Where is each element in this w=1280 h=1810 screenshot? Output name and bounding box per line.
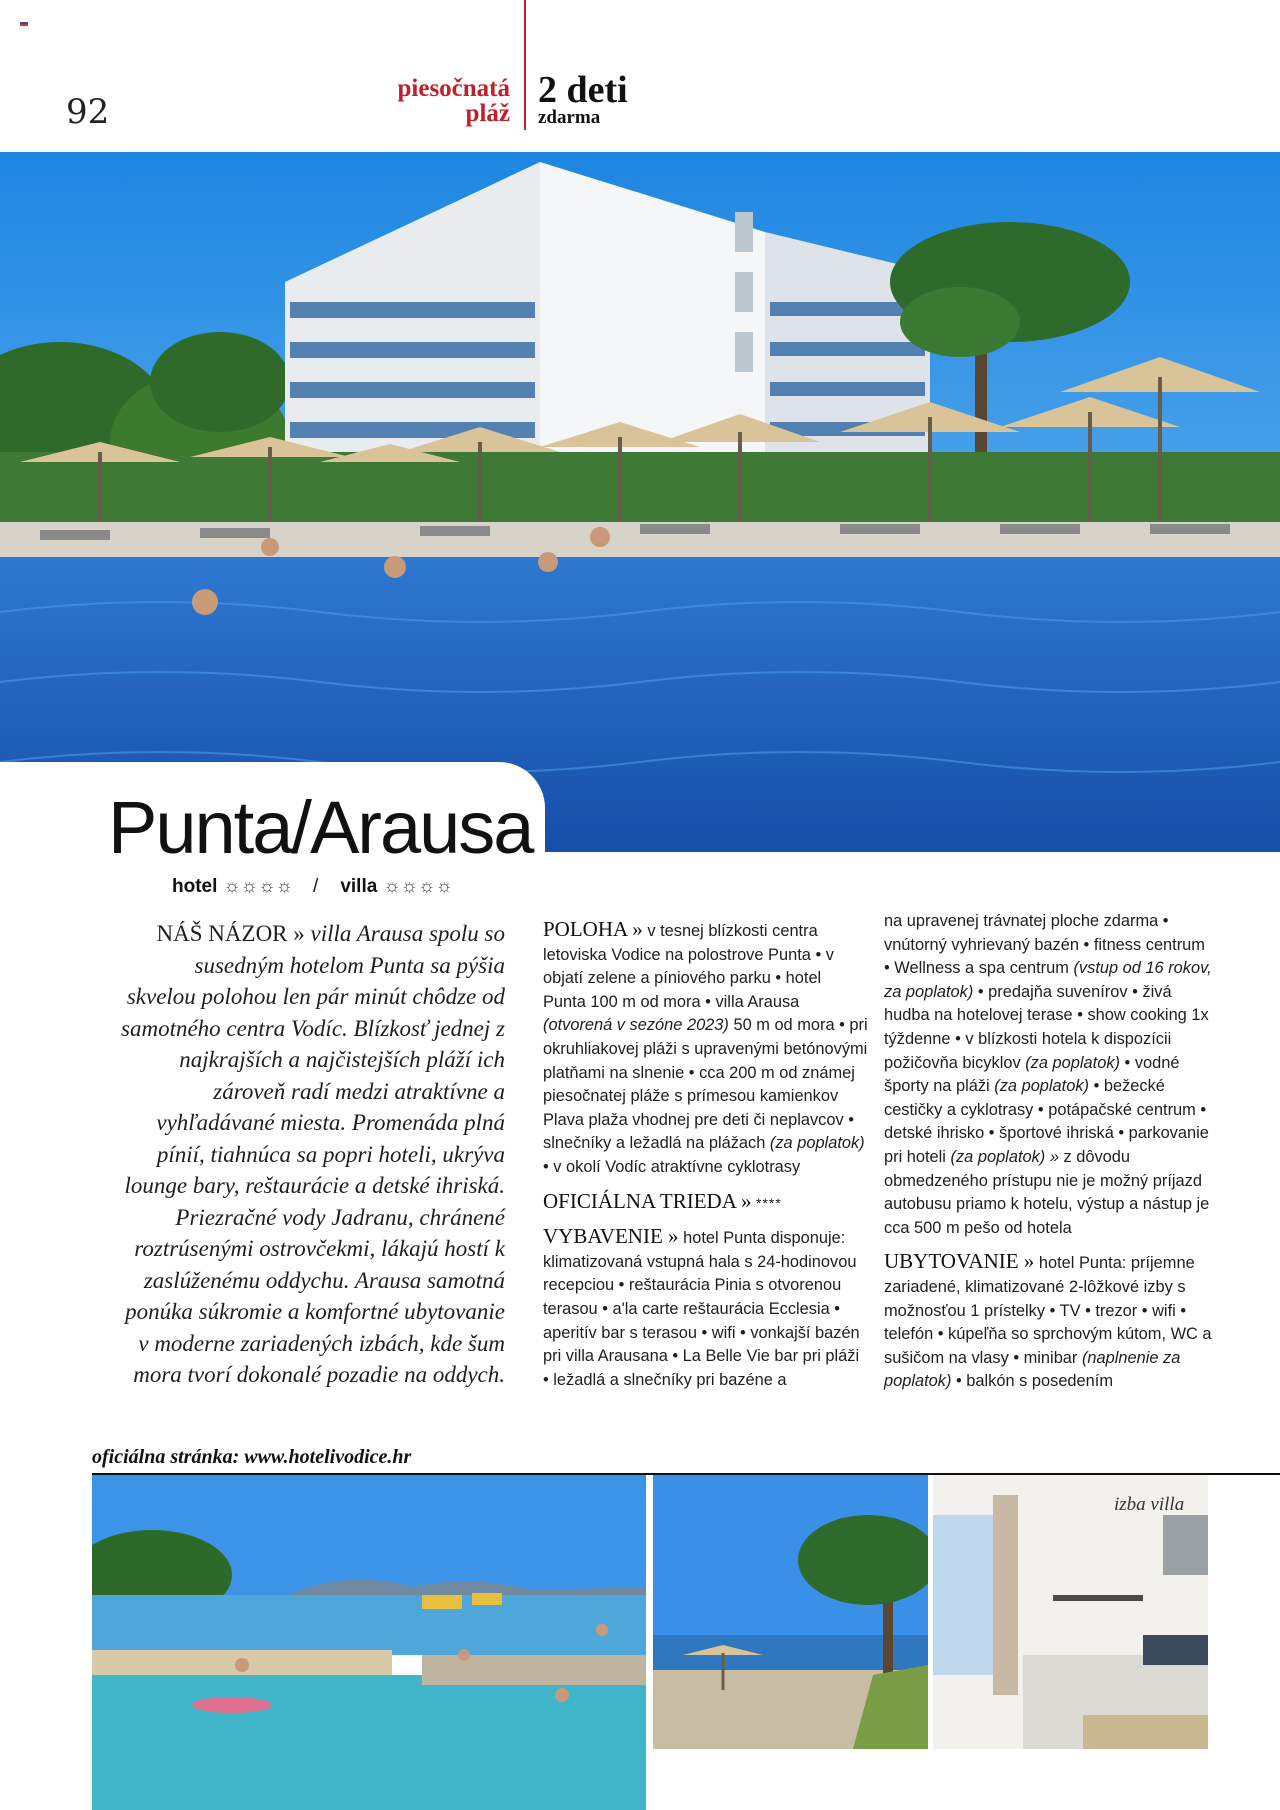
official-class-label: OFICIÁLNA TRIEDA » [543, 1188, 752, 1213]
header-divider [524, 0, 526, 130]
villa-rating-suns-icon: ☼☼☼☼ [383, 876, 453, 897]
page-number: 92 [66, 92, 110, 132]
location-text-1: v tesnej blízkosti centra letoviska Vodice na polostrove Punta • v objatí zelene a píniového parku • hotel Punta 100 m od mora • villa Arausa [543, 922, 834, 1011]
hotel-title: Punta/Arausa [108, 786, 533, 869]
our-opinion-body: villa Arausa spolu so susedným hotelom Punta sa pýšia skvelou polohou len pár minút chôdze od samotného centra Vodíc. Blízkosť jednej z najkrajších a najčistejších pláží ich zároveň radí medzi atraktívne a vyhľadávané miesta. Promenáda plná pínií, tiahnúca sa popri hoteli, ukrýva lounge bary, reštaurácie a detské ihriská. Priezračné vody Jadranu, chránené roztrúsenými ostrovčekmi, lákajú hostí k zaslúženému oddychu. Arausa samotná ponúka súkromie a komfortné ubytovanie v moderne zariadených izbách, kde šum mora tvorí dokonalé pozadie na oddych. [121, 921, 505, 1387]
official-class-section [543, 1190, 868, 1216]
amenities-cont-text-1: na upravenej trávnatej ploche zdarma • vnútorný vyhrievaný bazén • fitness centrum • Wellness a spa centrum [884, 912, 1205, 978]
hotel-rating-suns-icon: ☼☼☼☼ [223, 876, 294, 897]
amenities-cont-text-2: • predajňa suvenírov • živá hudba na hotelovej terase • show cooking 1x týždenne • v blízkosti hotela k dispozícii požičovňa bicyklov [884, 982, 1209, 1072]
beach-photo [92, 1475, 646, 1810]
right-column [884, 910, 1214, 1394]
amenities-label: VYBAVENIE » [543, 1224, 679, 1249]
accommodation-section [884, 1250, 1214, 1394]
villa-type-label: villa [340, 876, 378, 897]
website-label: oficiálna stránka: [92, 1446, 240, 1468]
accommodation-text-2: • balkón s posedením [956, 1372, 1113, 1391]
location-text-2: 50 m od mora • pri okruhliakovej pláži s upravenými betónovými platňami na slnenie • cca 200 m od známej piesočnatej pláže s prímesou kamienkov Plava plaža vhodnej pre deti či neplavcov • slnečníky a ležadlá na plážach [543, 1016, 868, 1153]
accommodation-note-1: (naplnenie za poplatok) [884, 1348, 1181, 1391]
room-photo-caption: izba villa [1114, 1494, 1185, 1515]
location-note-2: (za poplatok) [769, 1134, 865, 1153]
sandy-beach-tag-line2: pláž [465, 100, 510, 127]
accommodation-label: UBYTOVANIE » [884, 1249, 1035, 1274]
amenities-text: hotel Punta disponuje: klimatizovaná vstupná hala s 24-hodinovou recepciou • reštaurácia Pinia s otvorenou terasou • a'la carte reštaurácia Ecclesia • aperitív bar s terasou • wifi • vonkajší bazén pri villa Arausana • La Belle Vie bar pri pláži • ležadlá a slnečníky pri bazéne a [543, 1229, 860, 1389]
kids-free-tag-line2: zdarma [538, 107, 601, 128]
accommodation-text-1: hotel Punta: príjemne zariadené, klimatizované 2-lôžkové izby s možnosťou 1 prístelky • TV • trezor • wifi • telefón • kúpeľňa so sprchovým kútom, WC a sušičom na vlasy • minibar [884, 1254, 1212, 1367]
amenities-cont-note-3: (za poplatok) [994, 1077, 1090, 1096]
our-opinion-text [120, 918, 505, 1391]
villa-room-photo [933, 1475, 1208, 1749]
amenities-cont-note-4: (za poplatok) » [950, 1147, 1059, 1166]
amenities-continued [884, 910, 1214, 1240]
location-note-1: (otvorená v sezóne 2023) [543, 1016, 729, 1035]
kids-free-tag-line1: 2 deti [538, 69, 628, 111]
location-label: POLOHA » [543, 917, 643, 941]
our-opinion-label: NÁŠ NÁZOR » [156, 921, 305, 946]
hero-hotel-pool-photo [0, 152, 1280, 852]
amenities-cont-note-2: (za poplatok) [1025, 1053, 1120, 1072]
amenities-cont-text-4: • bežecké cestičky a cyklotrasy • potápačské centrum • detské ihrisko • športové ihriská • parkovanie pri hoteli [884, 1077, 1209, 1166]
amenities-section [543, 1225, 868, 1392]
rating-separator: / [313, 876, 319, 897]
official-website [92, 1446, 411, 1469]
middle-column [543, 918, 868, 1392]
kids-free-tag [538, 69, 628, 128]
seaside-pine-photo [653, 1475, 928, 1749]
rating-line [172, 876, 453, 898]
amenities-cont-note-1: (vstup od 16 rokov, za poplatok) [884, 959, 1212, 1001]
location-text-3: • v okolí Vodíc atraktívne cyklotrasy [543, 1157, 801, 1176]
amenities-cont-text-3: • vodné športy na pláži [884, 1053, 1180, 1096]
amenities-cont-text-5: z dôvodu obmedzeného prístupu nie je možný príjazd autobusu priamo k hotelu, výstup a nástup je cca 500 m pešo od hotela [884, 1147, 1210, 1237]
sandy-beach-tag-line1: piesočnatá [397, 75, 510, 102]
website-url-link[interactable]: www.hotelivodice.hr [244, 1446, 412, 1468]
hotel-type-label: hotel [172, 876, 218, 897]
official-class-stars: **** [756, 1194, 782, 1211]
sandy-beach-tag [370, 76, 510, 126]
flag-icon [20, 20, 28, 26]
location-section [543, 918, 868, 1180]
